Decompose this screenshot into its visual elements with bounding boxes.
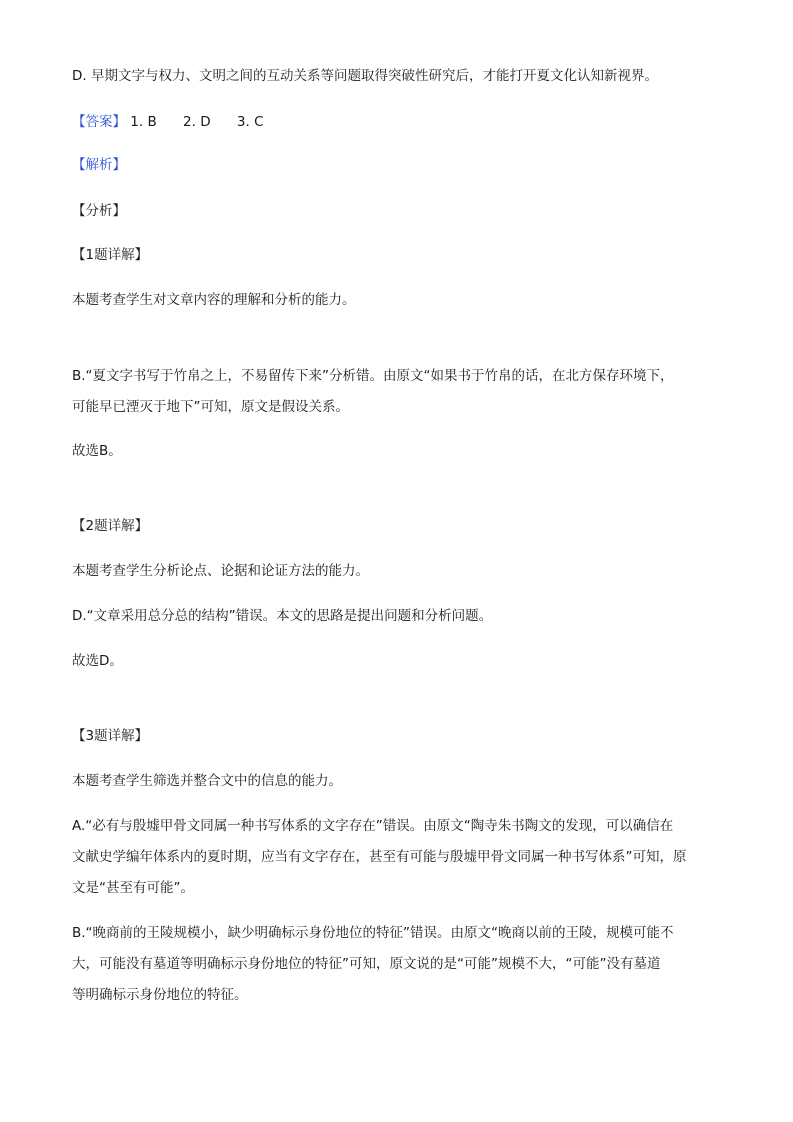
q3-option-a-line1: A.“必有与殷墟甲骨文同属一种书写体系的文字存在”错误。由原文“陶寺朱书陶文的发现，可以确信在 <box>72 818 674 834</box>
q3-option-b-line2: 大，可能没有墓道等明确标示身份地位的特征”可知，原文说的是“可能”规模不大，“可能”没有墓道 <box>72 956 661 972</box>
analysis-tag: 【解析】 <box>72 157 126 173</box>
answer-item-3: 3. C <box>236 114 264 130</box>
q3-option-b-line1: B.“晚商前的王陵规模小，缺少明确标示身份地位的特征”错误。由原文“晚商以前的王陵，规模可能不 <box>72 925 674 941</box>
q3-heading: 【3题详解】 <box>72 728 149 744</box>
q1-intro: 本题考查学生对文章内容的理解和分析的能力。 <box>72 292 356 308</box>
q2-conclusion: 故选D。 <box>72 653 123 669</box>
answer-line <box>72 112 732 132</box>
q3-option-a-line3: 文是“甚至有可能”。 <box>72 880 194 896</box>
answer-tag: 【答案】 <box>72 114 126 130</box>
q1-conclusion: 故选B。 <box>72 443 122 459</box>
option-d-text: D. 早期文字与权力、文明之间的互动关系等问题取得突破性研究后，才能打开夏文化认知新视界。 <box>72 68 658 84</box>
q2-intro: 本题考查学生分析论点、论据和论证方法的能力。 <box>72 563 369 579</box>
q2-option-d: D.“文章采用总分总的结构”错误。本文的思路是提出问题和分析问题。 <box>72 608 493 624</box>
answer-item-2: 2. D <box>183 114 211 130</box>
q2-heading: 【2题详解】 <box>72 518 149 534</box>
q1-heading: 【1题详解】 <box>72 247 149 263</box>
q3-option-a-line2: 文献史学编年体系内的夏时期，应当有文字存在，甚至有可能与殷墟甲骨文同属一种书写体系”可知，原 <box>72 849 687 865</box>
q1-option-b-line1: B.“夏文字书写于竹帛之上，不易留传下来”分析错。由原文“如果书于竹帛的话，在北方保存环境下， <box>72 368 674 384</box>
q1-option-b-line2: 可能早已湮灭于地下”可知，原文是假设关系。 <box>72 399 349 415</box>
q3-intro: 本题考查学生筛选并整合文中的信息的能力。 <box>72 773 342 789</box>
q3-option-b-line3: 等明确标示身份地位的特征。 <box>72 987 248 1003</box>
fenxi-heading: 【分析】 <box>72 203 126 219</box>
answer-item-1: 1. B <box>130 114 157 130</box>
